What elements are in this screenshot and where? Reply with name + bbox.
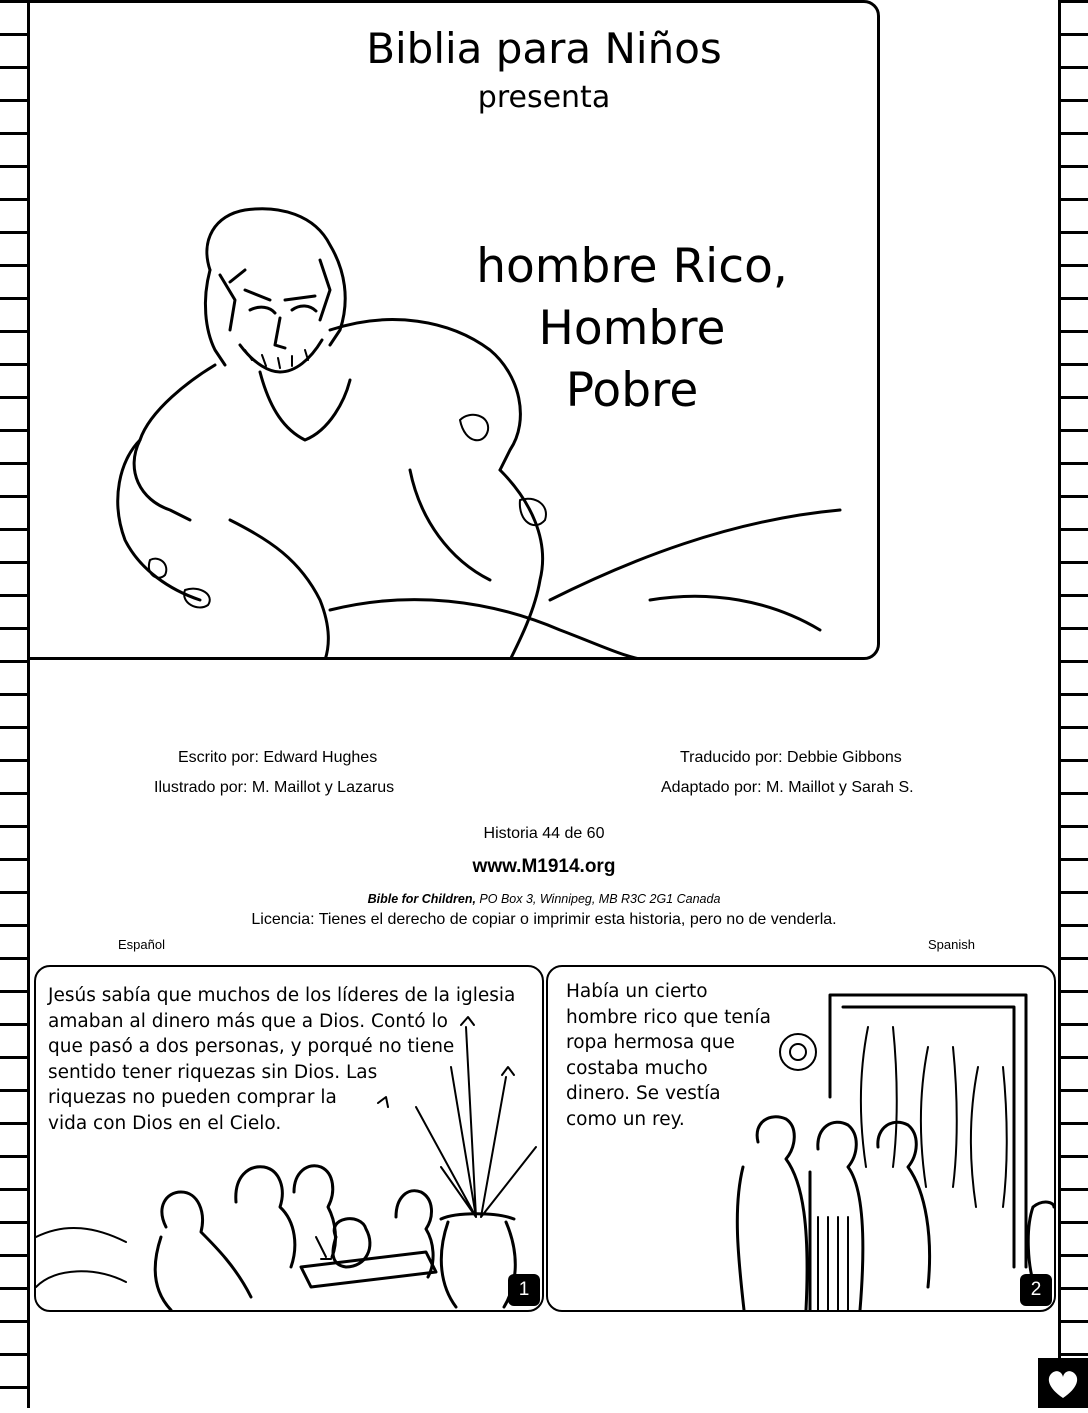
panel-1-line-1: Jesús sabía que muchos de los líderes de la iglesia — [48, 985, 516, 1006]
cover-subtitle: presenta — [477, 80, 611, 115]
address-org: Bible for Children, — [367, 892, 476, 906]
credit-translated-by: Traducido por: Debbie Gibbons — [680, 749, 902, 766]
language-label-left: Español — [118, 937, 165, 952]
panel-1-line-3: que pasó a dos personas, y porqué no tiene — [48, 1036, 455, 1057]
cover-title: Biblia para Niños — [366, 24, 722, 73]
cover-frame — [0, 0, 880, 660]
website-link[interactable]: www.M1914.org — [472, 856, 616, 877]
address — [0, 892, 1088, 906]
panel-2-line-6: como un rey. — [566, 1108, 685, 1130]
story-panel-2 — [546, 965, 1056, 1312]
panel-1-line-4: sentido tener riquezas sin Dios. Las — [48, 1061, 378, 1083]
page-number-2: 2 — [1020, 1274, 1052, 1306]
panel-2-line-2: hombre rico que tenía — [566, 1006, 771, 1028]
panel-2-text — [566, 979, 771, 1132]
panel-1-text — [48, 983, 515, 1136]
story-title-line-3: Pobre — [565, 363, 699, 418]
panel-2-line-5: dinero. Se vestía — [566, 1083, 721, 1104]
story-panel-1 — [34, 965, 544, 1312]
license-text: Licencia: Tienes el derecho de copiar o imprimir esta historia, pero no de venderla. — [251, 911, 837, 928]
story-title-line-1: hombre Rico, — [476, 239, 788, 294]
story-title-line-2: Hombre — [538, 301, 726, 356]
credit-adapted-by: Adaptado por: M. Maillot y Sarah S. — [661, 779, 914, 796]
panel-2-line-4: costaba mucho — [566, 1057, 708, 1079]
story-title — [462, 236, 802, 422]
panel-2-line-3: ropa hermosa que — [566, 1032, 735, 1053]
language-label-right: Spanish — [928, 937, 975, 952]
credit-written-by: Escrito por: Edward Hughes — [178, 749, 378, 766]
address-rest: PO Box 3, Winnipeg, MB R3C 2G1 Canada — [475, 892, 721, 906]
credit-illustrated-by: Ilustrado por: M. Maillot y Lazarus — [154, 779, 395, 796]
panel-2-line-1: Había un cierto — [566, 981, 708, 1002]
panel-1-line-6: vida con Dios en el Cielo. — [48, 1112, 282, 1134]
panel-1-line-5: riquezas no pueden comprar la — [48, 1087, 337, 1108]
page-number-1: 1 — [508, 1274, 540, 1306]
panel-1-line-2: amaban al dinero más que a Dios. Contó lo — [48, 1010, 448, 1032]
story-number: Historia 44 de 60 — [483, 825, 605, 842]
